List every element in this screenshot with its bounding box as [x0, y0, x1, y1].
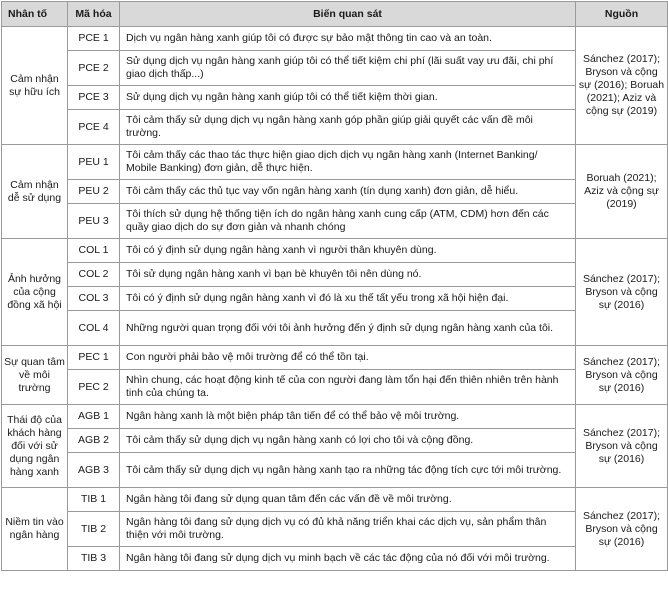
source-cell: Sánchez (2017); Bryson và cộng sự (2016) — [576, 488, 668, 571]
factor-cell: Ảnh hưởng của cộng đồng xã hội — [2, 239, 68, 346]
code-cell: PEC 2 — [68, 370, 120, 405]
table-body — [2, 27, 668, 571]
factor-cell: Sự quan tâm về môi trường — [2, 346, 68, 405]
source-cell: Sánchez (2017); Bryson và cộng sự (2016) — [576, 405, 668, 488]
code-cell: COL 4 — [68, 311, 120, 346]
variable-cell: Tôi cảm thấy sử dụng dịch vụ ngân hàng xanh có lợi cho tôi và cộng đồng. — [120, 429, 576, 453]
code-cell: COL 1 — [68, 239, 120, 263]
code-cell: AGB 2 — [68, 429, 120, 453]
variable-cell: Con người phải bảo vệ môi trường để có thể tồn tại. — [120, 346, 576, 370]
table-row — [2, 512, 668, 547]
code-cell: COL 2 — [68, 263, 120, 287]
variable-cell: Tôi có ý định sử dụng ngân hàng xanh vì người thân khuyên dùng. — [120, 239, 576, 263]
code-cell: TIB 1 — [68, 488, 120, 512]
code-cell: PCE 1 — [68, 27, 120, 51]
variable-cell: Ngân hàng xanh là một biện pháp tân tiến để có thể bảo vệ môi trường. — [120, 405, 576, 429]
observed-variables-table — [1, 1, 668, 571]
source-cell: Sánchez (2017); Bryson và cộng sự (2016); Boruah (2021); Aziz và cộng sự (2019) — [576, 27, 668, 145]
code-cell: TIB 2 — [68, 512, 120, 547]
code-cell: TIB 3 — [68, 547, 120, 571]
variable-cell: Ngân hàng tôi đang sử dụng dịch vụ minh bạch về các tác động của nó đối với môi trường. — [120, 547, 576, 571]
variable-cell: Tôi cảm thấy các thao tác thực hiện giao dịch dịch vụ ngân hàng xanh (Internet Banking/ Mobile Banking) đơn giản, dễ thực hiện. — [120, 145, 576, 180]
factor-cell: Niềm tin vào ngân hàng — [2, 488, 68, 571]
code-cell: COL 3 — [68, 287, 120, 311]
code-cell: PEU 2 — [68, 180, 120, 204]
header-code: Mã hóa — [68, 2, 120, 27]
table-row — [2, 204, 668, 239]
code-cell: PCE 4 — [68, 110, 120, 145]
variable-cell: Những người quan trọng đối với tôi ảnh hưởng đến ý định sử dụng ngân hàng xanh của tôi. — [120, 311, 576, 346]
variable-cell: Tôi có ý định sử dụng ngân hàng xanh vì đó là xu thế tất yếu trong xã hội hiện đại. — [120, 287, 576, 311]
code-cell: PEC 1 — [68, 346, 120, 370]
table-row — [2, 429, 668, 453]
header-factor: Nhân tố — [2, 2, 68, 27]
variable-cell: Tôi sử dụng ngân hàng xanh vì bạn bè khuyên tôi nên dùng nó. — [120, 263, 576, 287]
code-cell: PCE 3 — [68, 86, 120, 110]
code-cell: PEU 3 — [68, 204, 120, 239]
variable-cell: Nhìn chung, các hoạt động kinh tế của con người đang làm tổn hại đến thiên nhiên trên hành tinh của chúng ta. — [120, 370, 576, 405]
table-row — [2, 346, 668, 370]
header-row — [2, 2, 668, 27]
code-cell: AGB 1 — [68, 405, 120, 429]
table-row — [2, 405, 668, 429]
table-row — [2, 180, 668, 204]
table-row — [2, 239, 668, 263]
header-variable: Biến quan sát — [120, 2, 576, 27]
table-row — [2, 27, 668, 51]
source-cell: Boruah (2021); Aziz và cộng sự (2019) — [576, 145, 668, 239]
table-row — [2, 547, 668, 571]
variable-cell: Dịch vụ ngân hàng xanh giúp tôi có được sự bảo mật thông tin cao và an toàn. — [120, 27, 576, 51]
variable-cell: Tôi cảm thấy sử dụng dịch vụ ngân hàng xanh tạo ra những tác động tích cực tới môi trường. — [120, 453, 576, 488]
variable-cell: Ngân hàng tôi đang sử dụng quan tâm đến các vấn đề về môi trường. — [120, 488, 576, 512]
code-cell: PCE 2 — [68, 51, 120, 86]
code-cell: PEU 1 — [68, 145, 120, 180]
table-row — [2, 86, 668, 110]
table-row — [2, 287, 668, 311]
table-row — [2, 370, 668, 405]
table-row — [2, 311, 668, 346]
table-row — [2, 453, 668, 488]
variable-cell: Sử dụng dịch vụ ngân hàng xanh giúp tôi có thể tiết kiệm thời gian. — [120, 86, 576, 110]
source-cell: Sánchez (2017); Bryson và cộng sự (2016) — [576, 346, 668, 405]
variable-cell: Ngân hàng tôi đang sử dụng dịch vụ có đủ khả năng triển khai các dịch vụ, sản phẩm thân thiện với môi trường. — [120, 512, 576, 547]
table-row — [2, 51, 668, 86]
factor-cell: Thái độ của khách hàng đối với sử dụng ngân hàng xanh — [2, 405, 68, 488]
table-row — [2, 488, 668, 512]
variable-cell: Tôi cảm thấy các thủ tục vay vốn ngân hàng xanh (tín dụng xanh) đơn giản, dễ hiểu. — [120, 180, 576, 204]
table-row — [2, 263, 668, 287]
factor-cell: Cảm nhận dễ sử dụng — [2, 145, 68, 239]
factor-cell: Cảm nhận sự hữu ích — [2, 27, 68, 145]
table-row — [2, 145, 668, 180]
header-source: Nguồn — [576, 2, 668, 27]
variable-cell: Tôi cảm thấy sử dụng dịch vụ ngân hàng xanh góp phần giúp giải quyết các vấn đề môi trường. — [120, 110, 576, 145]
table-row — [2, 110, 668, 145]
variable-cell: Sử dụng dịch vụ ngân hàng xanh giúp tôi có thể tiết kiệm chi phí (lãi suất vay ưu đãi, chi phí giao dịch thấp...) — [120, 51, 576, 86]
code-cell: AGB 3 — [68, 453, 120, 488]
source-cell: Sánchez (2017); Bryson và cộng sự (2016) — [576, 239, 668, 346]
variable-cell: Tôi thích sử dụng hệ thống tiện ích do ngân hàng xanh cung cấp (ATM, CDM) hơn đến các quầy giao dịch do sự đơn giản và nhanh chóng — [120, 204, 576, 239]
